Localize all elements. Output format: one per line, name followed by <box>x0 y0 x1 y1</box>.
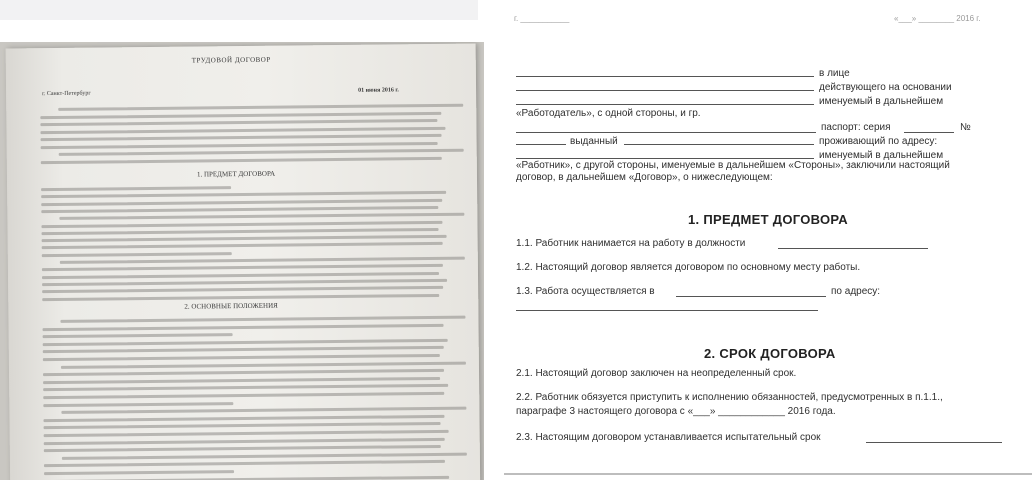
blank-line <box>516 158 814 159</box>
page-bottom-rule <box>504 473 1032 475</box>
header-date: «___» ________ 2016 г. <box>894 14 981 23</box>
header-city: г. ___________ <box>514 14 570 23</box>
blank-line <box>778 248 928 249</box>
intro-imenuemy-2: именуемый в дальнейшем <box>819 150 944 161</box>
intro-nomer: № <box>960 122 971 133</box>
contract-text-line <box>41 186 231 191</box>
contract-date: 01 июня 2016 г. <box>358 87 399 94</box>
intro-v-litse: в лице <box>819 68 850 79</box>
contract-text-line <box>43 392 444 399</box>
contract-text-line <box>42 235 447 242</box>
blank-line <box>516 104 814 105</box>
clause-1-1: 1.1. Работник нанимается на работу в должности <box>516 238 746 249</box>
intro-imenuemy-1: именуемый в дальнейшем <box>819 96 944 107</box>
contract-text-line <box>42 279 447 286</box>
contract-text-lines <box>6 44 476 49</box>
contract-text-line <box>43 402 233 407</box>
intro-prozhivayushchy: проживающий по адресу: <box>819 136 938 147</box>
contract-text-line <box>44 445 441 452</box>
contract-section2: 2. ОСНОВНЫЕ ПОЛОЖЕНИЯ <box>184 301 278 311</box>
clause-1-3a: 1.3. Работа осуществляется в <box>516 286 655 297</box>
contract-text-line <box>40 126 445 133</box>
contract-text-line <box>58 104 463 111</box>
contract-text-line <box>61 407 466 414</box>
blank-line <box>904 132 954 133</box>
blank-line <box>516 310 818 311</box>
blank-line <box>516 76 814 77</box>
intro-pasport: паспорт: серия <box>821 122 891 133</box>
clause-1-3b: по адресу: <box>831 286 881 297</box>
contract-text-line <box>41 134 442 141</box>
blank-line <box>516 144 566 145</box>
intro-vydanny: выданный <box>570 136 618 147</box>
blank-line <box>516 90 814 91</box>
contract-text-line <box>44 430 449 437</box>
contract-title: ТРУДОВОЙ ДОГОВОР <box>191 55 271 65</box>
contract-text-line <box>41 206 438 213</box>
blank-line <box>866 442 1002 443</box>
contract-text-line <box>40 111 441 118</box>
contract-text-line <box>44 475 449 480</box>
template-page <box>488 0 1032 480</box>
contract-text-line <box>42 272 439 279</box>
blank-line <box>516 132 816 133</box>
blank-line <box>676 296 826 297</box>
contract-text-line <box>43 339 448 346</box>
contract-text-line <box>43 415 444 422</box>
contract-text-line <box>42 228 439 235</box>
contract-text-line <box>40 119 437 126</box>
clause-2-2a: 2.2. Работник обязуется приступить к исполнению обязанностей, предусмотренных в п.1.1., <box>516 392 943 403</box>
blank-line <box>624 144 814 145</box>
contract-text-line <box>41 199 442 206</box>
contract-city: г. Санкт-Петербург <box>42 90 91 98</box>
contract-text-line <box>43 323 444 330</box>
contract-text-line <box>43 346 444 353</box>
contract-text-line <box>42 264 443 271</box>
clause-2-2b: параграфе 3 настоящего договора с «___» ____________ 2016 года. <box>516 406 836 417</box>
contract-text-line <box>43 369 444 376</box>
contract-text-line <box>41 191 446 198</box>
contract-text-line <box>41 156 442 163</box>
contract-text-line <box>59 149 464 156</box>
contract-text-line <box>43 377 440 384</box>
contract-text-line <box>42 286 443 293</box>
contract-text-line <box>44 470 234 475</box>
top-strip <box>0 0 478 20</box>
intro-rabotnik: «Работник», с другой стороны, именуемые в дальнейшем «Стороны», заключили настоящий <box>516 160 950 171</box>
contract-text-line <box>43 333 233 338</box>
contract-text-line <box>59 213 464 220</box>
contract-paper <box>6 44 481 480</box>
contract-text-line <box>41 220 442 227</box>
contract-text-line <box>42 252 232 257</box>
contract-text-line <box>42 242 443 249</box>
contract-text-line <box>60 257 465 264</box>
intro-dogovor: договор, в дальнейшем «Договор», о нижеследующем: <box>516 172 773 183</box>
contract-section1: 1. ПРЕДМЕТ ДОГОВОРА <box>196 169 276 179</box>
contract-photo <box>0 42 484 480</box>
contract-text-line <box>60 316 465 323</box>
intro-rabotodatel: «Работодатель», с одной стороны, и гр. <box>516 108 701 119</box>
contract-text-line <box>43 384 448 391</box>
contract-text-line <box>44 460 445 467</box>
intro-deystvuyushchego: действующего на основании <box>819 82 952 93</box>
clause-2-1: 2.1. Настоящий договор заключен на неопределенный срок. <box>516 368 797 379</box>
contract-text-line <box>62 452 467 459</box>
contract-text-line <box>61 361 466 368</box>
clause-1-2: 1.2. Настоящий договор является договором по основному месту работы. <box>516 262 861 273</box>
contract-text-line <box>41 141 438 148</box>
section-2-title: 2. СРОК ДОГОВОРА <box>704 346 836 361</box>
contract-text-line <box>43 354 440 361</box>
section-1-title: 1. ПРЕДМЕТ ДОГОВОРА <box>688 212 848 227</box>
contract-text-line <box>42 293 439 300</box>
contract-text-line <box>44 422 441 429</box>
contract-text-line <box>44 437 445 444</box>
clause-2-3: 2.3. Настоящим договором устанавливается испытательный срок <box>516 432 821 443</box>
